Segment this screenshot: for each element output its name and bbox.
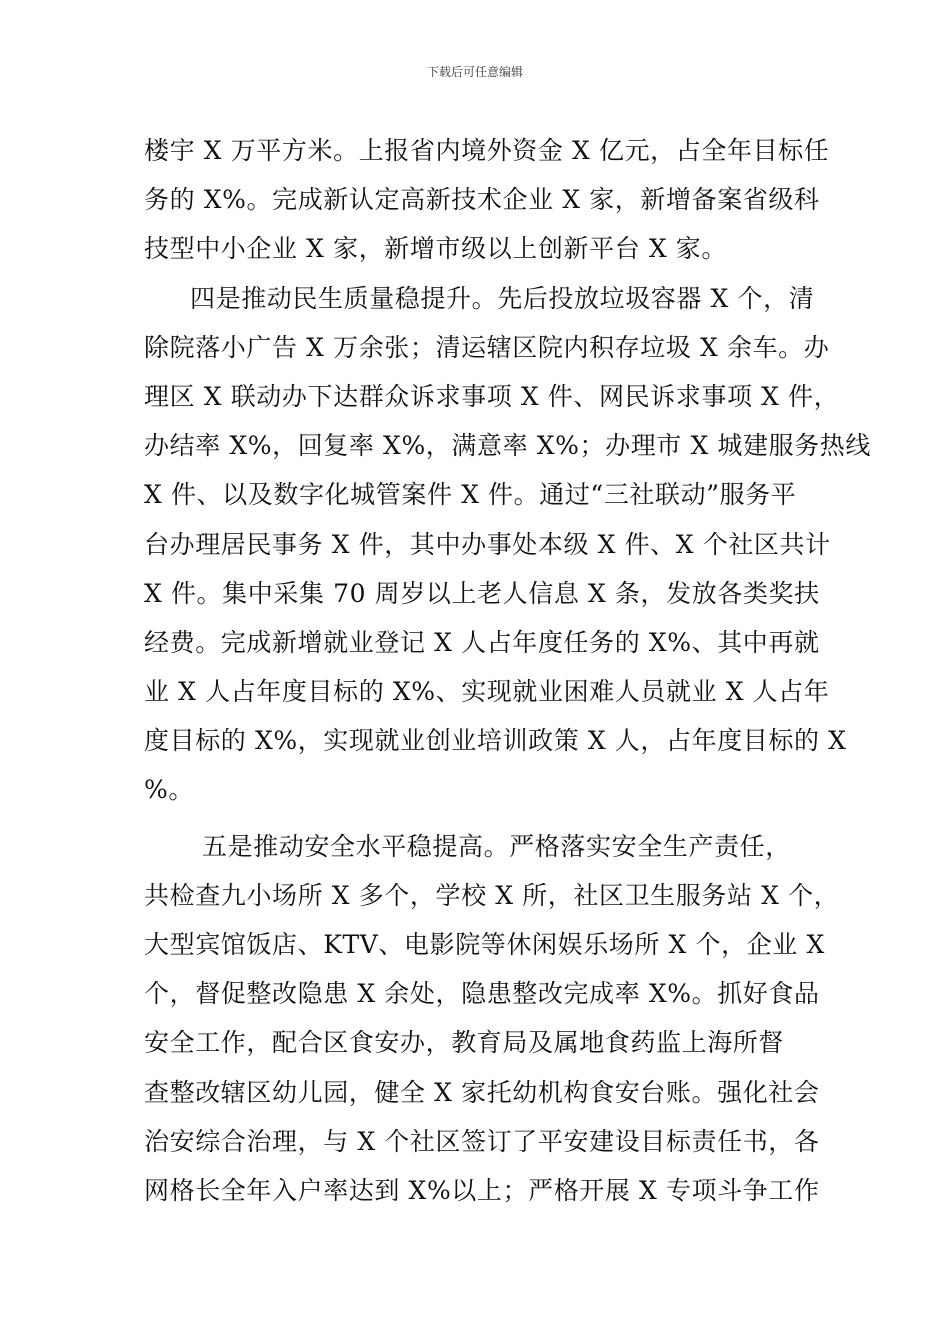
document-body	[144, 126, 871, 1215]
text-line: 个，督促整改隐患 X 余处，隐患整改完成率 X%。抓好食品	[144, 979, 820, 1009]
text-line: 理区 X 联动办下达群众诉求事项 X 件、网民诉求事项 X 件，	[144, 381, 840, 411]
text-line: 除院落小广告 X 万余张；清运辖区院内积存垃圾 X 余车。办	[144, 332, 830, 362]
text-line: 共检查九小场所 X 多个，学校 X 所，社区卫生服务站 X 个，	[144, 880, 840, 910]
text-line: 安全工作，配合区食安办，教育局及属地食药监上海所督	[144, 1028, 785, 1058]
text-line: 治安综合治理，与 X 个社区签订了平安建设目标责任书，各	[144, 1126, 820, 1156]
text-line: 大型宾馆饭店、KTV、电影院等休闲娱乐场所 X 个，企业 X	[144, 930, 825, 959]
text-line: 业 X 人占年度目标的 X%、实现就业困难人员就业 X 人占年	[144, 677, 830, 707]
paragraph-start-line: 四是推动民生质量稳提升。先后投放垃圾容器 X 个，清	[190, 283, 815, 313]
text-line: %。	[144, 775, 194, 805]
text-line: 楼宇 X 万平方米。上报省内境外资金 X 亿元，占全年目标任	[144, 136, 830, 165]
text-line: 台办理居民事务 X 件，其中办事处本级 X 件、X 个社区共计	[144, 529, 831, 559]
text-line: 务的 X%。完成新认定高新技术企业 X 家，新增备案省级科	[144, 185, 820, 215]
text-line: 查整改辖区幼儿园，健全 X 家托幼机构食安台账。强化社会	[144, 1077, 820, 1107]
text-line: 网格长全年入户率达到 X%以上；严格开展 X 专项斗争工作	[144, 1175, 820, 1205]
text-line: 技型中小企业 X 家，新增市级以上创新平台 X 家。	[144, 234, 727, 264]
text-line: X 件、以及数字化城管案件 X 件。通过“三社联动”服务平	[144, 480, 797, 510]
page-header-note: 下载后可任意编辑	[426, 65, 523, 79]
text-line: 办结率 X%，回复率 X%，满意率 X%；办理市 X 城建服务热线	[144, 431, 871, 461]
paragraph-start-line: 五是推动安全水平稳提高。严格落实安全生产责任，	[202, 831, 791, 861]
text-line: 经费。完成新增就业登记 X 人占年度任务的 X%、其中再就	[144, 627, 820, 657]
text-line: 度目标的 X%，实现就业创业培训政策 X 人，占年度目标的 X	[144, 726, 847, 756]
text-line: X 件。集中采集 70 周岁以上老人信息 X 条，发放各类奖扶	[144, 578, 820, 608]
